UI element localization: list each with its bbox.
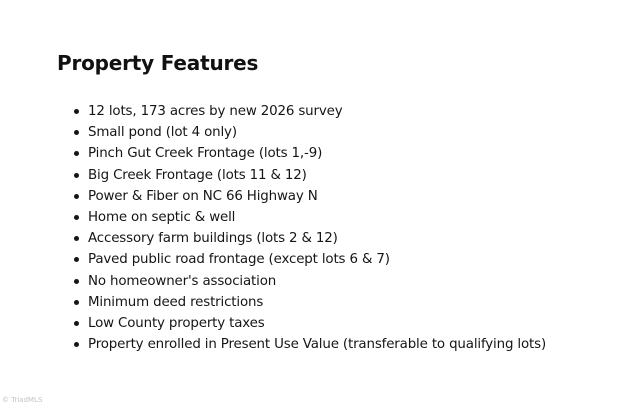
list-item-text: Big Creek Frontage (lots 11 & 12) [88, 167, 307, 183]
bullet-icon [74, 151, 79, 156]
list-item [73, 101, 546, 122]
list-item-text: Property enrolled in Present Use Value (transferable to qualifying lots) [88, 337, 547, 353]
list-item-text: Power & Fiber on NC 66 Highway N [88, 188, 318, 204]
list-item-text: Pinch Gut Creek Frontage (lots 1,-9) [88, 146, 323, 162]
list-item [73, 313, 546, 334]
bullet-icon [74, 257, 79, 262]
bullet-icon [74, 279, 79, 284]
page-title: Property Features [57, 51, 259, 75]
bullet-icon [74, 236, 79, 241]
list-item [73, 207, 546, 228]
bullet-icon [74, 194, 79, 199]
list-item [73, 165, 546, 186]
list-item [73, 122, 546, 143]
bullet-icon [74, 109, 79, 114]
list-item-text: Small pond (lot 4 only) [88, 125, 237, 141]
list-item [73, 334, 546, 355]
list-item [73, 186, 546, 207]
bullet-icon [74, 300, 79, 305]
list-item-text: No homeowner's association [88, 273, 277, 289]
list-item-text: Paved public road frontage (except lots 6 & 7) [88, 252, 390, 268]
list-item [73, 228, 546, 249]
list-item-text: 12 lots, 173 acres by new 2026 survey [88, 104, 343, 119]
mls-watermark: © TriadMLS [2, 396, 43, 404]
list-item-text: Low County property taxes [88, 315, 265, 331]
list-item-text: Home on septic & well [88, 209, 236, 225]
list-item-text: Minimum deed restrictions [88, 294, 264, 310]
list-item [73, 143, 546, 164]
bullet-icon [74, 215, 79, 220]
features-list [73, 101, 546, 355]
bullet-icon [74, 173, 79, 178]
list-item [73, 249, 546, 270]
bullet-icon [74, 342, 79, 347]
list-item [73, 271, 546, 292]
list-item [73, 292, 546, 313]
bullet-icon [74, 321, 79, 326]
list-item-text: Accessory farm buildings (lots 2 & 12) [88, 231, 338, 247]
bullet-icon [74, 130, 79, 135]
